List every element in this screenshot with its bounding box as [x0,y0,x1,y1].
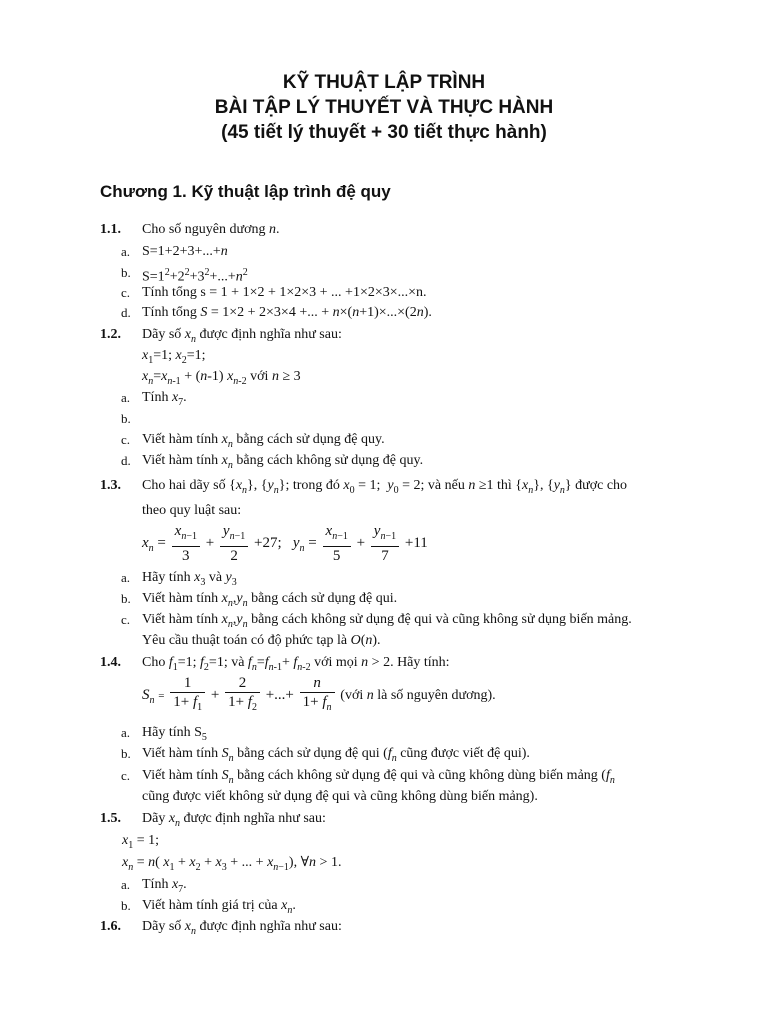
item-label: d. [121,453,131,468]
item-label: b. [121,746,131,761]
item-label: a. [121,570,131,585]
exercise-number: 1.1. [100,222,121,237]
exercise-item: Viết hàm tính $x_n$ bằng cách không sử dụng đệ quy. [142,453,424,471]
exercise-stem: Dãy số $x_n$ được định nghĩa như sau: [142,919,342,937]
exercise-item: Viết hàm tính $x_n$ bằng cách sử dụng đệ quy. [142,432,385,450]
exercise-item: Hãy tính $S_5$ [142,725,207,743]
item-label: a. [121,390,131,405]
exercise-stem: Cho hai dãy số $\{x_n\}$, $\{y_n\}$; trong đó $x_0 = 1$; $y_0 = 2$; và nếu n ≥1 thì $\{x_n\}$, $\{y_n\}$ được cho [142,478,628,496]
definition-line: $x_n=x_{n-1} + (n-1)$ $x_{n-2}$ với n ≥ 3 [142,369,301,387]
definition-line: $x_1=1$; $x_2=1$; [142,348,206,366]
item-label: d. [121,305,131,320]
definition-line: $x_n = n$( $x_1 + x_2 + x_3$ + ... + $x_{n-1}$), ∀n > 1. [122,855,342,873]
item-label: c. [121,768,131,783]
exercise-stem-cont: theo quy luật sau: [142,503,242,518]
item-label: c. [121,432,131,447]
exercise-item-cont: Yêu cầu thuật toán có độ phức tạp là O(n). [142,633,381,648]
item-label: b. [121,898,131,913]
exercise-stem: Dãy số $x_n$ được định nghĩa như sau: [142,327,342,345]
document-hours: (45 tiết lý thuyết + 30 tiết thực hành) [221,122,547,143]
item-label: b. [121,265,131,280]
item-label: c. [121,612,131,627]
item-label: b. [121,591,131,606]
exercise-item: $S=1^2+2^2+3^2+...+n^2$ [142,267,248,285]
item-label: a. [121,877,131,892]
recurrence-formula: $x_n$ = $\frac{x_{n-1}}{3}$ + $\frac{y_{n-1}}{2}$ +27; $y_n$ = $\frac{x_{n-1}}{5}$ + $\frac{y_{n-1}}{7}$ +11 [142,523,428,564]
exercise-item: Tính $x_7$. [142,390,187,408]
exercise-item: Viết hàm tính $S_n$ bằng cách không sử dụng đệ qui và cũng không dùng biến mảng ($f_n$ [142,768,615,786]
exercise-stem: Cho số nguyên dương n. [142,222,280,237]
exercise-item: S=1+2+3+...+n [142,244,228,259]
sum-formula: $S_n$ = $\frac{1}{1+ f_1}$ + $\frac{2}{1+ f_2}$ +...+ $\frac{n}{1+ f_n}$ (với n là số nguyên dương). [142,675,496,713]
exercise-item: Tính $x_7$. [142,877,187,895]
exercise-item: Hãy tính $x_3$ và $y_3$ [142,570,237,588]
exercise-stem: Dãy $x_n$ được định nghĩa như sau: [142,811,326,829]
chapter-heading: Chương 1. Kỹ thuật lập trình đệ quy [100,182,391,201]
exercise-number: 1.4. [100,655,121,670]
exercise-number: 1.5. [100,811,121,826]
exercise-item: Viết hàm tính giá trị của $x_n$. [142,898,296,916]
exercise-item: Viết hàm tính $x_n,y_n$ bằng cách sử dụng đệ qui. [142,591,398,609]
exercise-stem: Cho $f_1=1$; $f_2=1$; và $f_n=f_{n-1}+ f_{n-2}$ với mọi n > 2. Hãy tính: [142,655,450,673]
item-label: b. [121,411,131,426]
document-title: KỸ THUẬT LẬP TRÌNH [282,72,486,93]
item-label: a. [121,244,131,259]
exercise-item: Tính tổng s = 1 + 1×2 + 1×2×3 + ... +1×2×3×...×n. [142,285,427,300]
item-label: c. [121,285,131,300]
exercise-number: 1.6. [100,919,121,934]
exercise-number: 1.3. [100,478,121,493]
exercise-number: 1.2. [100,327,121,342]
exercise-item-cont: cũng được viết không sử dụng đệ qui và cũng không dùng biến mảng). [142,789,538,804]
exercise-item: Tính tổng S = 1×2 + 2×3×4 +... + n×(n+1)×...×(2n). [142,305,432,320]
exercise-item: Viết hàm tính $S_n$ bằng cách sử dụng đệ qui ($f_n$ cũng được viết đệ qui). [142,746,530,764]
definition-line: $x_1 = 1$; [122,833,160,851]
exercise-item: Viết hàm tính $x_n,y_n$ bằng cách không sử dụng đệ qui và cũng không sử dụng biến mảng. [142,612,632,630]
item-label: a. [121,725,131,740]
document-subtitle: BÀI TẬP LÝ THUYẾT VÀ THỰC HÀNH [214,97,554,118]
formula-note: (với n là số nguyên dương). [340,687,496,703]
